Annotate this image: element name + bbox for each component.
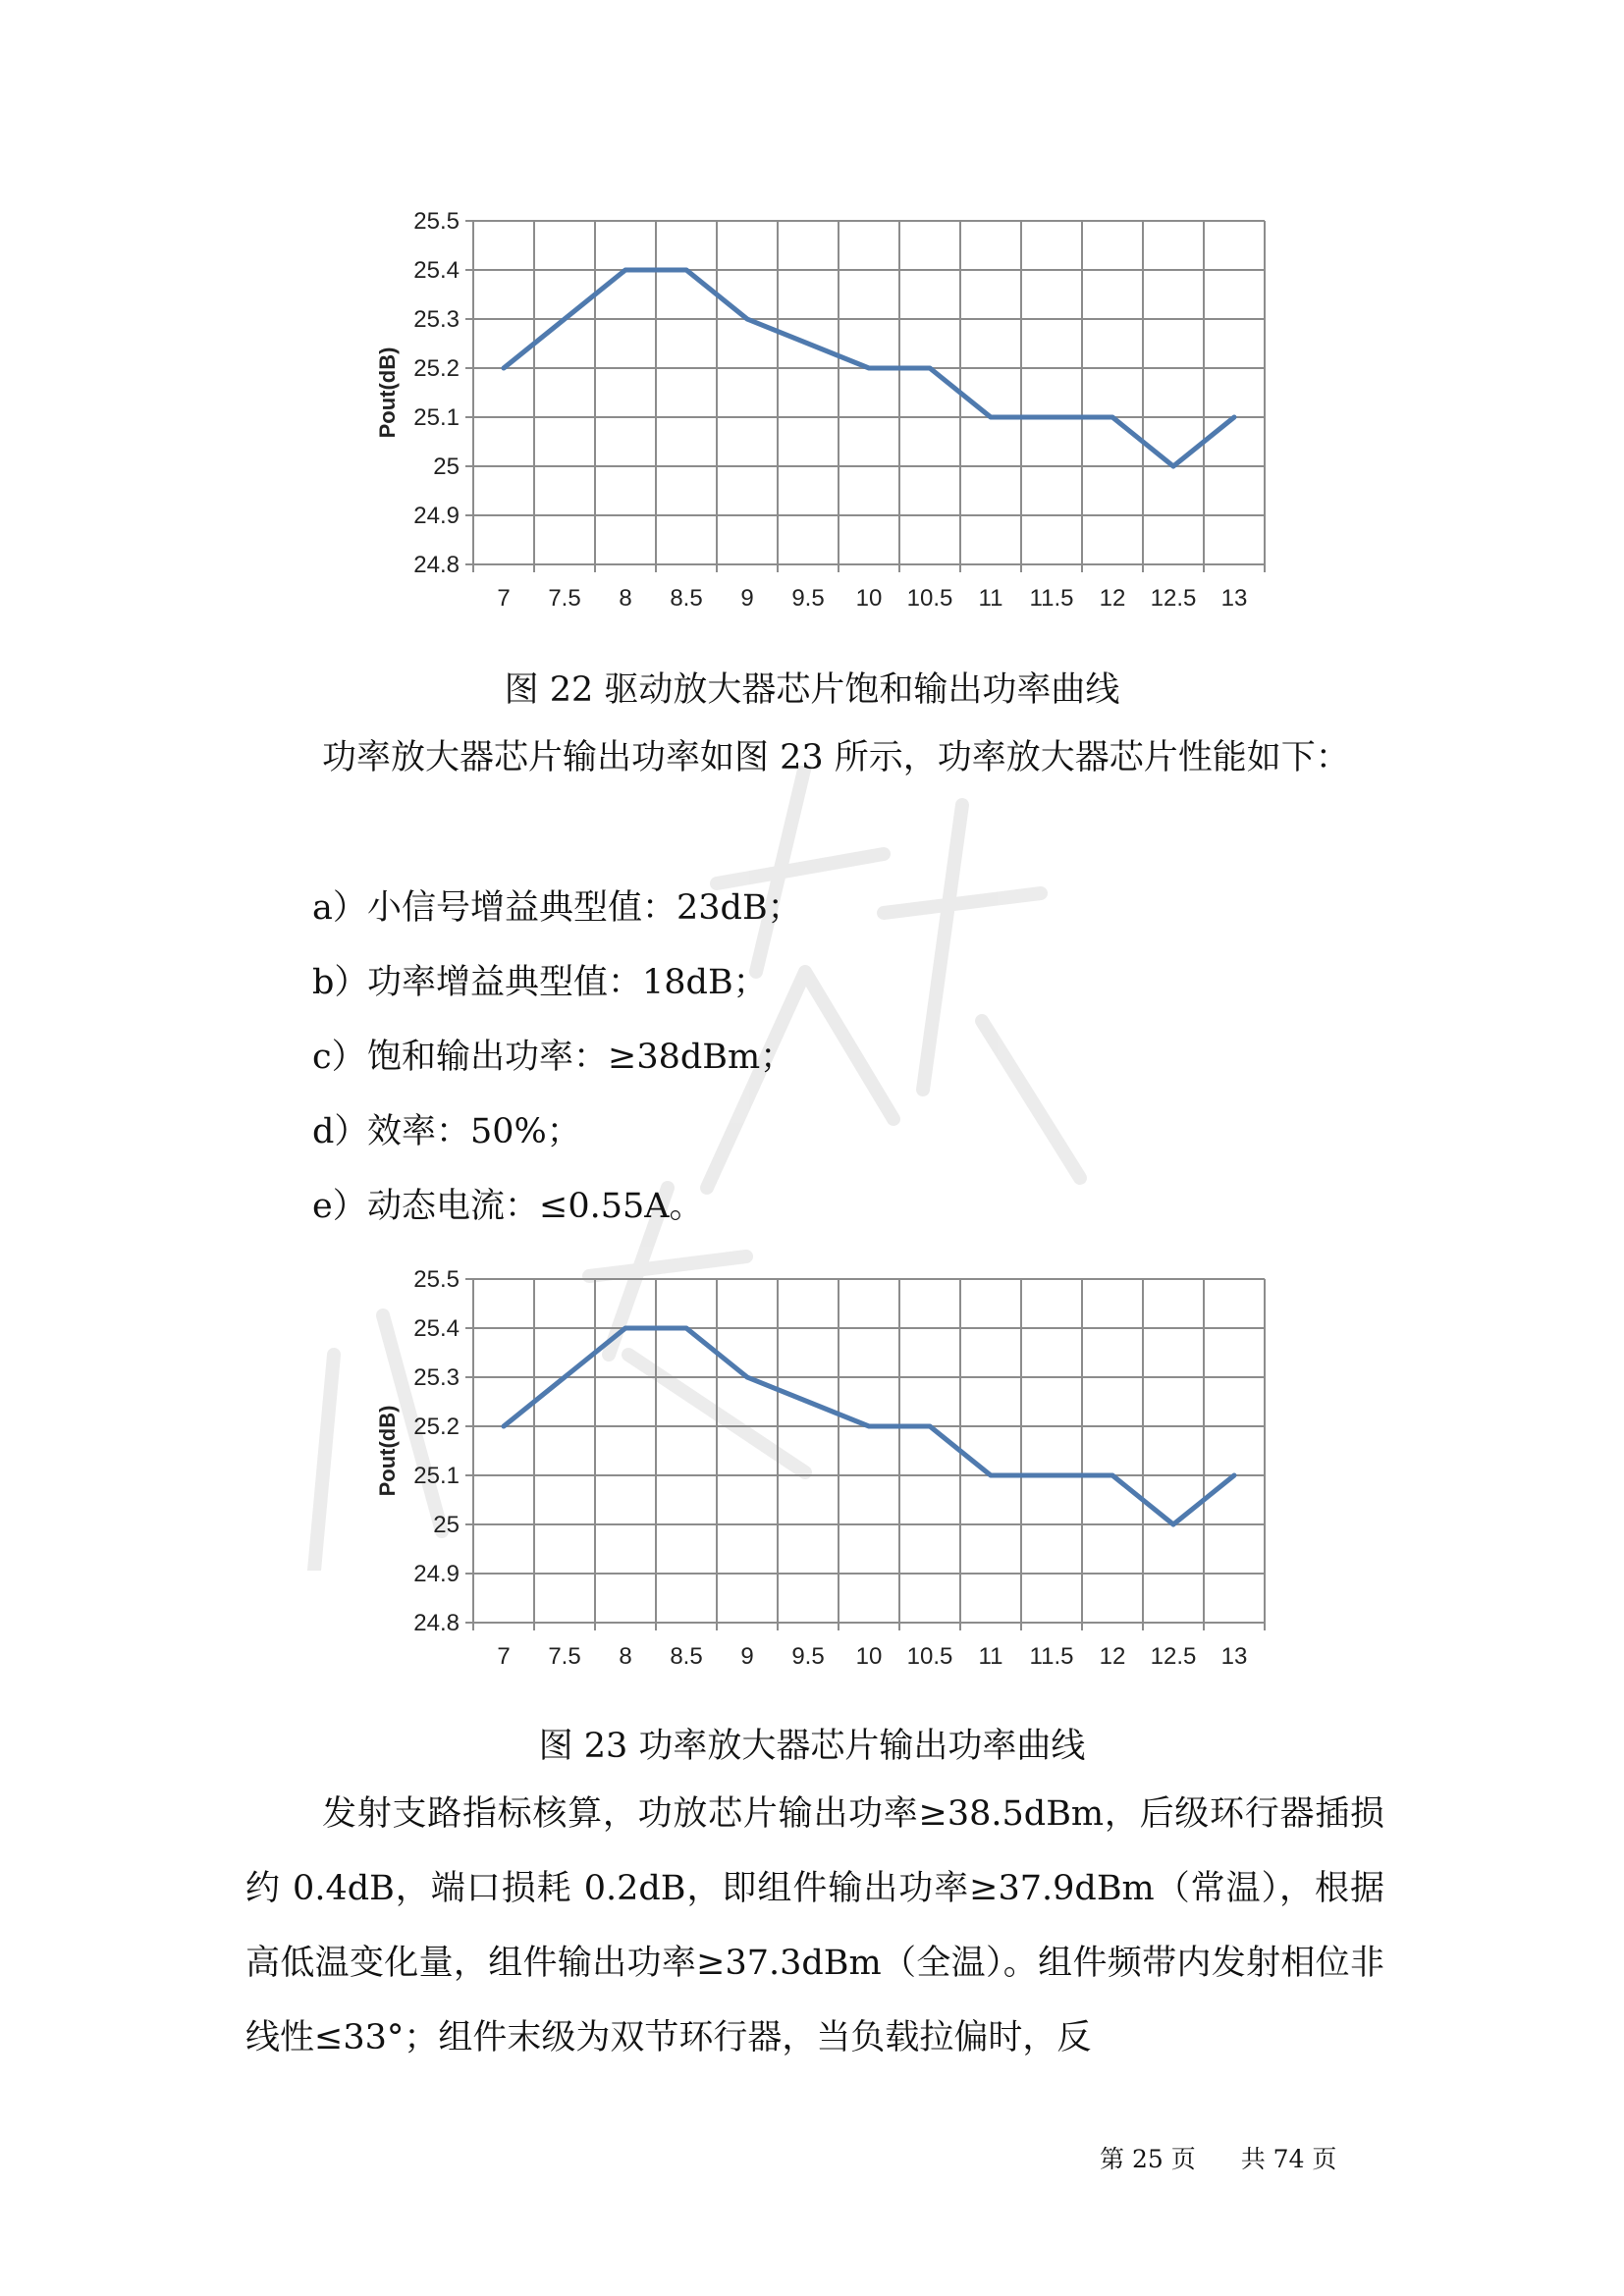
list-marker: b）: [312, 963, 369, 1002]
chart-fig23: [334, 1255, 1296, 1677]
x-tick-label: 8: [619, 1643, 632, 1670]
y-tick-label: 24.9: [413, 1561, 460, 1587]
x-tick-label: 10: [855, 1643, 883, 1670]
intro-paragraph: 功率放大器芯片输出功率如图 23 所示，功率放大器芯片性能如下：: [322, 738, 1350, 777]
y-tick-label: 25.3: [413, 306, 460, 333]
list-item: [312, 958, 768, 1007]
x-tick-label: 8: [619, 585, 632, 612]
y-tick-label: 24.9: [413, 503, 460, 529]
x-tick-label: 11: [978, 585, 1003, 612]
page-number: 第 25 页: [1100, 2145, 1196, 2173]
x-tick-label: 7.5: [548, 1643, 581, 1670]
y-axis-label: Pout(dB): [375, 347, 400, 439]
list-item: [312, 883, 802, 933]
x-tick-label: 12: [1099, 1643, 1126, 1670]
list-text: 效率：50%；: [367, 1112, 581, 1151]
list-text: 小信号增益典型值：23dB；: [367, 888, 802, 928]
list-item: [312, 1182, 704, 1231]
x-tick-label: 10.5: [906, 1643, 953, 1670]
page-total: 共 74 页: [1240, 2145, 1337, 2173]
chart-fig22: [334, 196, 1296, 618]
x-tick-label: 9: [740, 585, 754, 612]
y-tick-label: 25.3: [413, 1364, 460, 1391]
x-tick-label: 11: [978, 1643, 1003, 1670]
x-tick-label: 12.5: [1150, 585, 1197, 612]
list-text: 饱和输出功率：≥38dBm；: [367, 1038, 795, 1077]
x-tick-label: 11.5: [1029, 1643, 1074, 1670]
y-tick-label: 25.5: [413, 1266, 460, 1293]
x-tick-label: 10: [855, 585, 883, 612]
y-tick-label: 25.2: [413, 1414, 460, 1440]
y-tick-label: 25.4: [413, 1315, 460, 1342]
x-tick-label: 9: [740, 1643, 754, 1670]
list-marker: d）: [312, 1112, 369, 1151]
page-footer: [1100, 2140, 1342, 2175]
list-marker: a）: [312, 888, 367, 928]
x-tick-label: 12: [1099, 585, 1126, 612]
x-tick-label: 12.5: [1150, 1643, 1197, 1670]
x-tick-label: 7: [497, 1643, 511, 1670]
y-tick-label: 25.5: [413, 208, 460, 235]
list-marker: e）: [312, 1187, 367, 1226]
y-axis-label: Pout(dB): [375, 1405, 400, 1497]
list-text: 功率增益典型值：18dB；: [367, 963, 768, 1002]
chart-svg: [334, 196, 1296, 618]
x-tick-label: 8.5: [670, 585, 703, 612]
y-tick-label: 25: [433, 1512, 460, 1538]
x-tick-label: 7: [497, 585, 511, 612]
y-tick-label: 25.1: [413, 1463, 460, 1489]
y-tick-label: 24.8: [413, 552, 460, 578]
y-tick-label: 25: [433, 454, 460, 480]
x-tick-label: 13: [1220, 585, 1248, 612]
list-text: 动态电流：≤0.55A。: [367, 1187, 704, 1226]
y-tick-label: 25.4: [413, 257, 460, 284]
y-tick-label: 25.2: [413, 355, 460, 382]
figure-caption: 图 22 驱动放大器芯片饱和输出功率曲线: [504, 670, 1120, 710]
chart-svg: [334, 1255, 1296, 1677]
y-tick-label: 25.1: [413, 404, 460, 431]
x-tick-label: 8.5: [670, 1643, 703, 1670]
y-tick-label: 24.8: [413, 1610, 460, 1636]
x-tick-label: 10.5: [906, 585, 953, 612]
x-tick-label: 11.5: [1029, 585, 1074, 612]
x-tick-label: 9.5: [791, 585, 825, 612]
x-tick-label: 7.5: [548, 585, 581, 612]
figure-caption: 图 23 功率放大器芯片输出功率曲线: [538, 1727, 1086, 1766]
list-item: [312, 1107, 581, 1156]
x-tick-label: 13: [1220, 1643, 1248, 1670]
x-tick-label: 9.5: [791, 1643, 825, 1670]
body-paragraph: 发射支路指标核算，功放芯片输出功率≥38.5dBm，后级环行器插损约 0.4dB，端口损耗 0.2dB，即组件输出功率≥37.9dBm（常温），根据高低温变化量，组件输出功率≥37.3dBm（全温）。组件频带内发射相位非线性≤33°；组件末级为双节环行器，当负载拉偏时，反: [245, 1794, 1384, 2057]
list-item: [312, 1033, 794, 1082]
list-marker: c）: [312, 1038, 366, 1077]
